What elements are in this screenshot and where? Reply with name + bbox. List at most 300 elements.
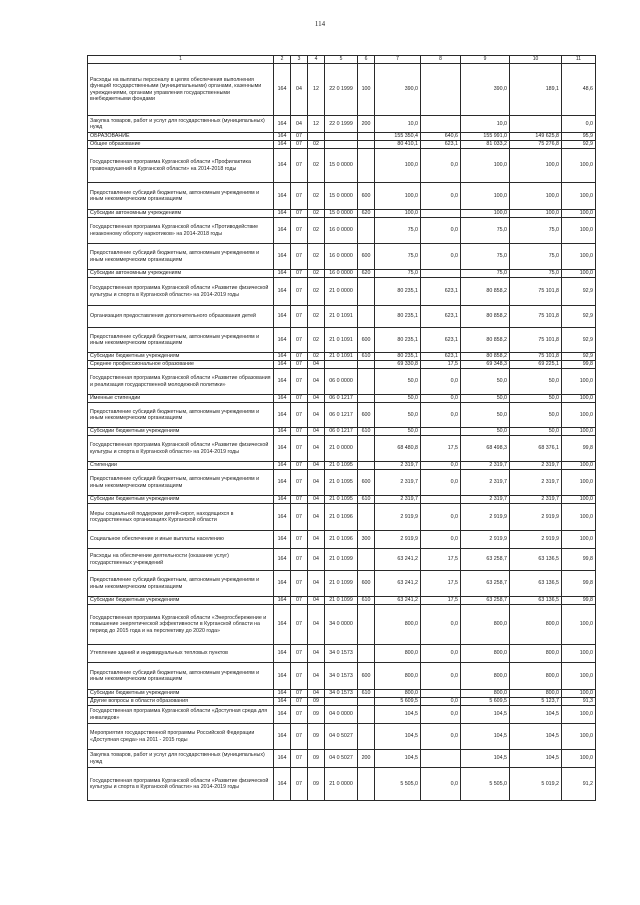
section-code: 07 bbox=[291, 663, 308, 690]
target-article-code: 04 0 0000 bbox=[325, 706, 358, 724]
target-article-code: 21 0 0000 bbox=[325, 768, 358, 801]
change-amount bbox=[421, 210, 461, 218]
expense-type-code bbox=[358, 306, 375, 328]
revised-amount: 75,0 bbox=[461, 244, 510, 270]
section-code: 07 bbox=[291, 690, 308, 698]
execution-percent: 100,0 bbox=[562, 270, 596, 278]
executed-amount: 75 276,8 bbox=[510, 141, 562, 149]
expense-type-code: 600 bbox=[358, 244, 375, 270]
grbs-code: 164 bbox=[274, 64, 291, 116]
revised-amount: 75,0 bbox=[461, 270, 510, 278]
revised-amount: 68 498,3 bbox=[461, 436, 510, 462]
approved-amount: 390,0 bbox=[375, 64, 421, 116]
execution-percent: 99,8 bbox=[562, 571, 596, 597]
executed-amount: 5 123,7 bbox=[510, 698, 562, 706]
target-article-code bbox=[325, 698, 358, 706]
target-article-code: 21 0 1095 bbox=[325, 462, 358, 470]
target-article-code: 16 0 0000 bbox=[325, 244, 358, 270]
revised-amount: 800,0 bbox=[461, 645, 510, 663]
item-name: Государственная программа Курганской области «Энергосбережение и повышение энергетической эффективности в Курганской области на период до 2015 года и на перспективу до 2020 года» bbox=[88, 605, 274, 645]
change-amount: 0,0 bbox=[421, 403, 461, 428]
executed-amount: 100,0 bbox=[510, 183, 562, 210]
column-number: 11 bbox=[562, 56, 596, 64]
column-number: 6 bbox=[358, 56, 375, 64]
change-amount: 0,0 bbox=[421, 218, 461, 244]
target-article-code: 22 0 1999 bbox=[325, 116, 358, 133]
executed-amount: 75 101,8 bbox=[510, 353, 562, 361]
subsection-code: 02 bbox=[308, 149, 325, 183]
executed-amount: 50,0 bbox=[510, 369, 562, 395]
item-name: Закупка товаров, работ и услуг для государственных (муниципальных) нужд bbox=[88, 116, 274, 133]
revised-amount: 2 319,7 bbox=[461, 462, 510, 470]
expense-type-code: 200 bbox=[358, 116, 375, 133]
change-amount: 17,5 bbox=[421, 597, 461, 605]
execution-percent: 91,3 bbox=[562, 698, 596, 706]
table-row bbox=[88, 149, 596, 183]
table-row bbox=[88, 428, 596, 436]
subsection-code: 04 bbox=[308, 645, 325, 663]
approved-amount: 10,0 bbox=[375, 116, 421, 133]
approved-amount: 100,0 bbox=[375, 210, 421, 218]
execution-percent: 95,9 bbox=[562, 133, 596, 141]
target-article-code: 21 0 1091 bbox=[325, 328, 358, 353]
execution-percent: 100,0 bbox=[562, 149, 596, 183]
revised-amount: 100,0 bbox=[461, 149, 510, 183]
target-article-code: 15 0 0000 bbox=[325, 210, 358, 218]
expense-type-code bbox=[358, 724, 375, 750]
executed-amount: 104,5 bbox=[510, 706, 562, 724]
executed-amount: 63 136,5 bbox=[510, 597, 562, 605]
grbs-code: 164 bbox=[274, 597, 291, 605]
grbs-code: 164 bbox=[274, 218, 291, 244]
expense-type-code: 620 bbox=[358, 210, 375, 218]
section-code: 07 bbox=[291, 210, 308, 218]
executed-amount: 104,5 bbox=[510, 750, 562, 768]
revised-amount: 155 991,0 bbox=[461, 133, 510, 141]
column-number: 5 bbox=[325, 56, 358, 64]
section-code: 04 bbox=[291, 64, 308, 116]
table-row bbox=[88, 504, 596, 531]
change-amount: 0,0 bbox=[421, 183, 461, 210]
column-number: 3 bbox=[291, 56, 308, 64]
section-code: 07 bbox=[291, 605, 308, 645]
item-name: Субсидии бюджетным учреждениям bbox=[88, 597, 274, 605]
execution-percent: 92,9 bbox=[562, 353, 596, 361]
executed-amount: 50,0 bbox=[510, 395, 562, 403]
item-name: Государственная программа Курганской области «Доступная среда для инвалидов» bbox=[88, 706, 274, 724]
change-amount: 623,1 bbox=[421, 328, 461, 353]
execution-percent: 100,0 bbox=[562, 470, 596, 496]
section-code: 07 bbox=[291, 571, 308, 597]
approved-amount: 5 505,0 bbox=[375, 768, 421, 801]
change-amount: 0,0 bbox=[421, 698, 461, 706]
target-article-code: 21 0 1095 bbox=[325, 470, 358, 496]
change-amount: 623,1 bbox=[421, 353, 461, 361]
expense-type-code bbox=[358, 369, 375, 395]
target-article-code: 34 0 0000 bbox=[325, 605, 358, 645]
revised-amount: 800,0 bbox=[461, 663, 510, 690]
subsection-code: 04 bbox=[308, 369, 325, 395]
item-name: Государственная программа Курганской области «Развитие физической культуры и спорта в Курганской области» на 2014-2019 годы bbox=[88, 278, 274, 306]
item-name: Субсидии бюджетным учреждениям bbox=[88, 690, 274, 698]
table-row bbox=[88, 395, 596, 403]
execution-percent: 100,0 bbox=[562, 663, 596, 690]
grbs-code: 164 bbox=[274, 270, 291, 278]
executed-amount: 2 319,7 bbox=[510, 496, 562, 504]
approved-amount: 75,0 bbox=[375, 270, 421, 278]
expense-type-code bbox=[358, 645, 375, 663]
column-number: 8 bbox=[421, 56, 461, 64]
subsection-code: 12 bbox=[308, 64, 325, 116]
expense-type-code bbox=[358, 278, 375, 306]
expense-type-code bbox=[358, 698, 375, 706]
approved-amount: 800,0 bbox=[375, 645, 421, 663]
target-article-code: 16 0 0000 bbox=[325, 218, 358, 244]
target-article-code: 21 0 1099 bbox=[325, 597, 358, 605]
change-amount: 0,0 bbox=[421, 706, 461, 724]
grbs-code: 164 bbox=[274, 278, 291, 306]
table-row bbox=[88, 462, 596, 470]
section-code: 07 bbox=[291, 504, 308, 531]
approved-amount: 80 235,1 bbox=[375, 353, 421, 361]
expense-type-code: 610 bbox=[358, 597, 375, 605]
table-row bbox=[88, 141, 596, 149]
revised-amount: 50,0 bbox=[461, 395, 510, 403]
column-number: 9 bbox=[461, 56, 510, 64]
subsection-code: 04 bbox=[308, 549, 325, 571]
item-name: Субсидии автономным учреждениям bbox=[88, 270, 274, 278]
item-name: Государственная программа Курганской области «Развитие физической культуры и спорта в Курганской области» на 2014-2019 годы bbox=[88, 436, 274, 462]
target-article-code: 21 0 1099 bbox=[325, 571, 358, 597]
table-row bbox=[88, 353, 596, 361]
item-name: Предоставление субсидий бюджетным, автономным учреждениям и иным некоммерческим организациям bbox=[88, 663, 274, 690]
grbs-code: 164 bbox=[274, 571, 291, 597]
execution-percent: 100,0 bbox=[562, 645, 596, 663]
executed-amount: 75,0 bbox=[510, 244, 562, 270]
table-row bbox=[88, 531, 596, 549]
approved-amount: 2 319,7 bbox=[375, 496, 421, 504]
execution-percent: 100,0 bbox=[562, 496, 596, 504]
grbs-code: 164 bbox=[274, 706, 291, 724]
subsection-code: 04 bbox=[308, 361, 325, 369]
section-code: 07 bbox=[291, 149, 308, 183]
execution-percent: 100,0 bbox=[562, 531, 596, 549]
expense-type-code bbox=[358, 149, 375, 183]
subsection-code: 02 bbox=[308, 306, 325, 328]
revised-amount: 81 033,2 bbox=[461, 141, 510, 149]
section-code: 07 bbox=[291, 768, 308, 801]
grbs-code: 164 bbox=[274, 531, 291, 549]
section-code: 07 bbox=[291, 724, 308, 750]
executed-amount: 69 225,1 bbox=[510, 361, 562, 369]
executed-amount: 63 136,5 bbox=[510, 549, 562, 571]
item-name: Государственная программа Курганской области «Противодействие незаконному обороту наркотиков» на 2014-2018 годы bbox=[88, 218, 274, 244]
revised-amount: 800,0 bbox=[461, 605, 510, 645]
grbs-code: 164 bbox=[274, 768, 291, 801]
grbs-code: 164 bbox=[274, 470, 291, 496]
item-name: Общее образование bbox=[88, 141, 274, 149]
approved-amount: 104,5 bbox=[375, 706, 421, 724]
expense-type-code bbox=[358, 141, 375, 149]
expense-type-code: 600 bbox=[358, 571, 375, 597]
table-row bbox=[88, 361, 596, 369]
item-name: Стипендии bbox=[88, 462, 274, 470]
expense-type-code bbox=[358, 361, 375, 369]
table-row bbox=[88, 436, 596, 462]
subsection-code: 02 bbox=[308, 210, 325, 218]
section-code: 07 bbox=[291, 496, 308, 504]
expense-type-code: 200 bbox=[358, 750, 375, 768]
approved-amount: 104,5 bbox=[375, 724, 421, 750]
table-row bbox=[88, 64, 596, 116]
table-row bbox=[88, 605, 596, 645]
subsection-code: 04 bbox=[308, 403, 325, 428]
executed-amount: 75 101,8 bbox=[510, 306, 562, 328]
subsection-code: 02 bbox=[308, 244, 325, 270]
change-amount: 17,5 bbox=[421, 549, 461, 571]
target-article-code: 06 0 1217 bbox=[325, 403, 358, 428]
item-name: Предоставление субсидий бюджетным, автономным учреждениям и иным некоммерческим организациям bbox=[88, 244, 274, 270]
section-code: 07 bbox=[291, 531, 308, 549]
table-row bbox=[88, 690, 596, 698]
column-number: 2 bbox=[274, 56, 291, 64]
target-article-code: 21 0 1096 bbox=[325, 504, 358, 531]
section-code: 07 bbox=[291, 328, 308, 353]
change-amount: 0,0 bbox=[421, 470, 461, 496]
item-name: Расходы на обеспечение деятельности (оказание услуг) государственных учреждений bbox=[88, 549, 274, 571]
item-name: Утепление зданий и индивидуальных тепловых пунктов bbox=[88, 645, 274, 663]
executed-amount: 800,0 bbox=[510, 690, 562, 698]
grbs-code: 164 bbox=[274, 496, 291, 504]
section-code: 07 bbox=[291, 369, 308, 395]
section-code: 07 bbox=[291, 403, 308, 428]
grbs-code: 164 bbox=[274, 328, 291, 353]
change-amount bbox=[421, 690, 461, 698]
revised-amount: 80 858,2 bbox=[461, 328, 510, 353]
grbs-code: 164 bbox=[274, 353, 291, 361]
target-article-code: 21 0 0000 bbox=[325, 436, 358, 462]
grbs-code: 164 bbox=[274, 750, 291, 768]
approved-amount: 80 235,1 bbox=[375, 278, 421, 306]
expense-type-code bbox=[358, 436, 375, 462]
item-name: ОБРАЗОВАНИЕ bbox=[88, 133, 274, 141]
change-amount: 0,0 bbox=[421, 395, 461, 403]
change-amount: 623,1 bbox=[421, 141, 461, 149]
subsection-code: 04 bbox=[308, 690, 325, 698]
section-code: 07 bbox=[291, 645, 308, 663]
section-code: 07 bbox=[291, 361, 308, 369]
execution-percent: 100,0 bbox=[562, 183, 596, 210]
approved-amount: 50,0 bbox=[375, 428, 421, 436]
subsection-code: 04 bbox=[308, 663, 325, 690]
item-name: Другие вопросы в области образования bbox=[88, 698, 274, 706]
revised-amount: 2 919,9 bbox=[461, 531, 510, 549]
expense-type-code bbox=[358, 218, 375, 244]
item-name: Именные стипендии bbox=[88, 395, 274, 403]
execution-percent: 99,8 bbox=[562, 361, 596, 369]
expense-type-code bbox=[358, 706, 375, 724]
grbs-code: 164 bbox=[274, 403, 291, 428]
approved-amount: 5 609,5 bbox=[375, 698, 421, 706]
section-code: 07 bbox=[291, 436, 308, 462]
section-code: 07 bbox=[291, 750, 308, 768]
execution-percent: 92,9 bbox=[562, 328, 596, 353]
expense-type-code: 610 bbox=[358, 690, 375, 698]
column-number: 4 bbox=[308, 56, 325, 64]
grbs-code: 164 bbox=[274, 504, 291, 531]
executed-amount: 800,0 bbox=[510, 645, 562, 663]
grbs-code: 164 bbox=[274, 462, 291, 470]
subsection-code: 04 bbox=[308, 605, 325, 645]
approved-amount: 80 235,1 bbox=[375, 306, 421, 328]
execution-percent: 99,8 bbox=[562, 597, 596, 605]
item-name: Субсидии автономным учреждениям bbox=[88, 210, 274, 218]
item-name: Социальное обеспечение и иные выплаты населению bbox=[88, 531, 274, 549]
item-name: Субсидии бюджетным учреждениям bbox=[88, 496, 274, 504]
approved-amount: 2 319,7 bbox=[375, 462, 421, 470]
approved-amount: 155 350,4 bbox=[375, 133, 421, 141]
grbs-code: 164 bbox=[274, 369, 291, 395]
target-article-code: 06 0 1217 bbox=[325, 395, 358, 403]
section-code: 04 bbox=[291, 116, 308, 133]
grbs-code: 164 bbox=[274, 428, 291, 436]
subsection-code: 02 bbox=[308, 353, 325, 361]
revised-amount: 100,0 bbox=[461, 210, 510, 218]
grbs-code: 164 bbox=[274, 663, 291, 690]
change-amount: 0,0 bbox=[421, 663, 461, 690]
target-article-code bbox=[325, 133, 358, 141]
section-code: 07 bbox=[291, 306, 308, 328]
revised-amount: 2 919,9 bbox=[461, 504, 510, 531]
execution-percent: 100,0 bbox=[562, 369, 596, 395]
subsection-code: 04 bbox=[308, 428, 325, 436]
subsection-code: 02 bbox=[308, 278, 325, 306]
target-article-code: 15 0 0000 bbox=[325, 183, 358, 210]
item-name: Субсидии бюджетным учреждениям bbox=[88, 428, 274, 436]
target-article-code: 34 0 1573 bbox=[325, 690, 358, 698]
item-name: Государственная программа Курганской области «Развитие физической культуры и спорта в Курганской области» на 2014-2019 годы bbox=[88, 768, 274, 801]
target-article-code: 34 0 1573 bbox=[325, 663, 358, 690]
grbs-code: 164 bbox=[274, 690, 291, 698]
expense-type-code bbox=[358, 549, 375, 571]
expense-type-code: 300 bbox=[358, 531, 375, 549]
item-name: Среднее профессиональное образование bbox=[88, 361, 274, 369]
column-number: 10 bbox=[510, 56, 562, 64]
executed-amount: 75,0 bbox=[510, 218, 562, 244]
change-amount: 0,0 bbox=[421, 768, 461, 801]
target-article-code: 06 0 0000 bbox=[325, 369, 358, 395]
change-amount: 17,5 bbox=[421, 361, 461, 369]
expense-type-code bbox=[358, 395, 375, 403]
executed-amount: 75,0 bbox=[510, 270, 562, 278]
executed-amount: 800,0 bbox=[510, 605, 562, 645]
revised-amount: 63 258,7 bbox=[461, 549, 510, 571]
change-amount bbox=[421, 496, 461, 504]
table-row bbox=[88, 328, 596, 353]
item-name: Предоставление субсидий бюджетным, автономным учреждениям и иным некоммерческим организациям bbox=[88, 328, 274, 353]
section-code: 07 bbox=[291, 133, 308, 141]
expense-type-code: 610 bbox=[358, 428, 375, 436]
item-name: Меры социальной поддержки детей-сирот, находящихся в государственных организациях Курганской области bbox=[88, 504, 274, 531]
change-amount: 0,0 bbox=[421, 645, 461, 663]
approved-amount: 80 235,1 bbox=[375, 328, 421, 353]
execution-percent: 92,9 bbox=[562, 306, 596, 328]
subsection-code: 04 bbox=[308, 597, 325, 605]
approved-amount: 63 241,2 bbox=[375, 597, 421, 605]
execution-percent: 100,0 bbox=[562, 605, 596, 645]
section-code: 07 bbox=[291, 597, 308, 605]
grbs-code: 164 bbox=[274, 436, 291, 462]
revised-amount: 80 858,2 bbox=[461, 353, 510, 361]
change-amount: 17,5 bbox=[421, 571, 461, 597]
target-article-code: 04 0 5027 bbox=[325, 724, 358, 750]
section-code: 07 bbox=[291, 278, 308, 306]
subsection-code: 02 bbox=[308, 141, 325, 149]
change-amount: 17,5 bbox=[421, 436, 461, 462]
grbs-code: 164 bbox=[274, 724, 291, 750]
table-row bbox=[88, 369, 596, 395]
grbs-code: 164 bbox=[274, 645, 291, 663]
executed-amount: 100,0 bbox=[510, 210, 562, 218]
section-code: 07 bbox=[291, 270, 308, 278]
change-amount: 623,1 bbox=[421, 278, 461, 306]
change-amount: 0,0 bbox=[421, 149, 461, 183]
change-amount bbox=[421, 428, 461, 436]
target-article-code bbox=[325, 141, 358, 149]
item-name: Закупка товаров, работ и услуг для государственных (муниципальных) нужд bbox=[88, 750, 274, 768]
executed-amount: 149 625,8 bbox=[510, 133, 562, 141]
item-name: Предоставление субсидий бюджетным, автономным учреждениям и иным некоммерческим организациям bbox=[88, 470, 274, 496]
change-amount bbox=[421, 270, 461, 278]
approved-amount: 50,0 bbox=[375, 403, 421, 428]
execution-percent: 100,0 bbox=[562, 750, 596, 768]
subsection-code: 02 bbox=[308, 328, 325, 353]
column-number-row bbox=[88, 56, 596, 64]
section-code: 07 bbox=[291, 244, 308, 270]
subsection-code: 09 bbox=[308, 724, 325, 750]
item-name: Предоставление субсидий бюджетным, автономным учреждениям и иным некоммерческим организациям bbox=[88, 403, 274, 428]
approved-amount: 68 480,8 bbox=[375, 436, 421, 462]
subsection-code: 04 bbox=[308, 462, 325, 470]
subsection-code: 12 bbox=[308, 116, 325, 133]
expense-type-code: 600 bbox=[358, 470, 375, 496]
execution-percent: 100,0 bbox=[562, 210, 596, 218]
revised-amount: 104,5 bbox=[461, 706, 510, 724]
table-row bbox=[88, 403, 596, 428]
table-row bbox=[88, 750, 596, 768]
execution-percent: 100,0 bbox=[562, 244, 596, 270]
table-row bbox=[88, 244, 596, 270]
table-row bbox=[88, 496, 596, 504]
revised-amount: 104,5 bbox=[461, 750, 510, 768]
execution-percent: 100,0 bbox=[562, 218, 596, 244]
subsection-code: 09 bbox=[308, 698, 325, 706]
approved-amount: 100,0 bbox=[375, 149, 421, 183]
section-code: 07 bbox=[291, 141, 308, 149]
executed-amount: 2 319,7 bbox=[510, 462, 562, 470]
executed-amount: 50,0 bbox=[510, 403, 562, 428]
subsection-code: 02 bbox=[308, 218, 325, 244]
change-amount: 0,0 bbox=[421, 605, 461, 645]
approved-amount: 2 319,7 bbox=[375, 470, 421, 496]
execution-percent: 100,0 bbox=[562, 395, 596, 403]
execution-percent: 99,8 bbox=[562, 436, 596, 462]
execution-percent: 100,0 bbox=[562, 462, 596, 470]
table-row bbox=[88, 597, 596, 605]
expense-type-code bbox=[358, 133, 375, 141]
subsection-code bbox=[308, 133, 325, 141]
table-row bbox=[88, 133, 596, 141]
